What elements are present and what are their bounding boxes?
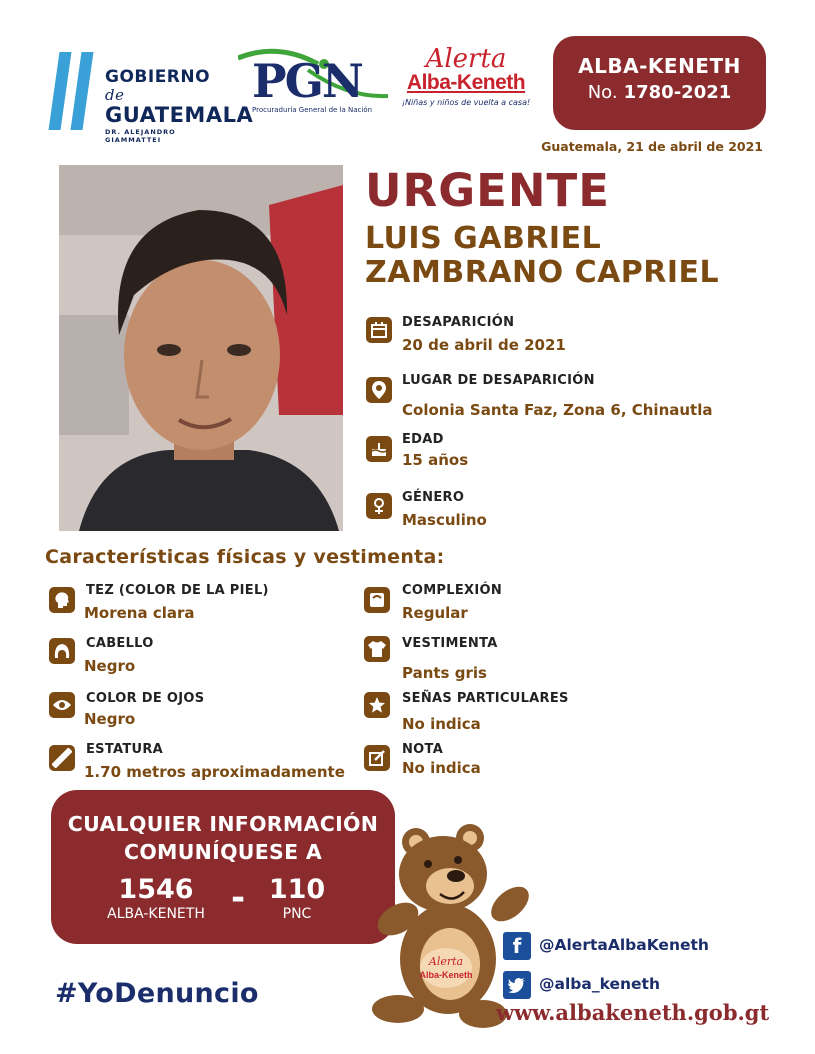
- desaparicion-label: DESAPARICIÓN: [402, 315, 515, 330]
- gobierno-logo: [105, 67, 254, 144]
- gobierno-de: de: [105, 86, 125, 104]
- twitter-handle[interactable]: @alba_keneth: [539, 975, 660, 993]
- ruler-icon: [49, 745, 75, 771]
- ojos-value: Negro: [84, 710, 136, 728]
- twitter-icon[interactable]: [503, 971, 531, 999]
- lugar-label: LUGAR DE DESAPARICIÓN: [402, 373, 595, 388]
- contact-title-line1: CUALQUIER INFORMACIÓN: [67, 812, 379, 836]
- tez-value: Morena clara: [84, 604, 195, 622]
- scale-icon: [364, 587, 390, 613]
- alerta-logo-sub: ¡Niñas y niños de vuelta a casa!: [401, 98, 531, 107]
- contact-title-line2: COMUNÍQUESE A: [123, 840, 323, 864]
- phone-label-alba-keneth: ALBA-KENETH: [107, 906, 205, 922]
- nota-label: NOTA: [402, 742, 444, 757]
- vestimenta-value: Pants gris: [402, 664, 487, 682]
- complexion-value: Regular: [402, 604, 468, 622]
- genero-label: GÉNERO: [402, 490, 465, 505]
- case-number-box: [553, 36, 766, 130]
- vestimenta-label: VESTIMENTA: [402, 636, 498, 651]
- genero-value: Masculino: [402, 511, 487, 529]
- bear-badge-bottom: Alba-Keneth: [419, 970, 473, 980]
- bear-badge-top: Alerta: [428, 955, 464, 968]
- case-title: ALBA-KENETH: [578, 54, 741, 78]
- ojos-label: COLOR DE OJOS: [86, 691, 205, 706]
- edad-value: 15 años: [402, 451, 469, 469]
- phone-label-pnc: PNC: [282, 906, 312, 922]
- gobierno-line1: GOBIERNO: [105, 67, 211, 87]
- pgn-logo: [238, 48, 388, 118]
- facebook-icon[interactable]: f: [503, 932, 531, 960]
- location-pin-icon: [366, 377, 392, 403]
- alerta-logo-top: Alerta: [425, 44, 507, 74]
- complexion-label: COMPLEXIÓN: [402, 583, 503, 598]
- gobierno-line2: GUATEMALA: [105, 103, 254, 127]
- pgn-letters: PGN: [252, 54, 362, 108]
- birthday-cake-icon: [366, 436, 392, 462]
- cabello-value: Negro: [84, 657, 136, 675]
- urgent-title: URGENTE: [365, 164, 610, 217]
- person-name-line2: ZAMBRANO CAPRIEL: [365, 255, 720, 290]
- date-line: Guatemala, 21 de abril de 2021: [541, 139, 763, 154]
- edit-note-icon: [364, 745, 390, 771]
- gobierno-logo-bars: [50, 52, 98, 130]
- head-profile-icon: [49, 587, 75, 613]
- tez-label: TEZ (COLOR DE LA PIEL): [86, 583, 269, 598]
- senas-value: No indica: [402, 715, 481, 733]
- case-number: 1780-2021: [623, 82, 732, 103]
- star-icon: [364, 692, 390, 718]
- hashtag: #YoDenuncio: [55, 978, 259, 1009]
- missing-person-photo: [59, 165, 343, 531]
- cabello-label: CABELLO: [86, 636, 154, 651]
- tshirt-icon: [364, 636, 390, 662]
- pgn-caption: Procuraduría General de la Nación: [252, 106, 373, 114]
- estatura-value: 1.70 metros aproximadamente: [84, 763, 345, 781]
- eye-icon: [49, 692, 75, 718]
- gobierno-line3: DR. ALEJANDRO GIAMMATTEI: [105, 128, 176, 144]
- gender-icon: [366, 493, 392, 519]
- person-name-line1: LUIS GABRIEL: [365, 221, 602, 256]
- website-link[interactable]: www.albakeneth.gob.gt: [496, 1000, 770, 1025]
- contact-title: [51, 810, 395, 866]
- nota-value: No indica: [402, 759, 481, 777]
- contact-box: [51, 790, 395, 944]
- estatura-label: ESTATURA: [86, 742, 164, 757]
- alerta-alba-keneth-logo: [396, 46, 536, 116]
- hair-icon: [49, 638, 75, 664]
- case-no-label: No.: [587, 82, 618, 103]
- lugar-value: Colonia Santa Faz, Zona 6, Chinautla: [402, 401, 713, 419]
- alerta-logo-mid: Alba-Keneth: [406, 71, 526, 94]
- contact-dash: -: [231, 878, 246, 918]
- phone-number-pnc[interactable]: 110: [268, 874, 326, 905]
- desaparicion-value: 20 de abril de 2021: [402, 336, 566, 354]
- caracteristicas-title: Características físicas y vestimenta:: [45, 546, 445, 568]
- person-name: [365, 222, 719, 290]
- calendar-icon: [366, 317, 392, 343]
- edad-label: EDAD: [402, 432, 444, 447]
- phone-number-alba-keneth[interactable]: 1546: [118, 874, 194, 905]
- senas-label: SEÑAS PARTICULARES: [402, 691, 569, 706]
- facebook-handle[interactable]: @AlertaAlbaKeneth: [539, 936, 709, 954]
